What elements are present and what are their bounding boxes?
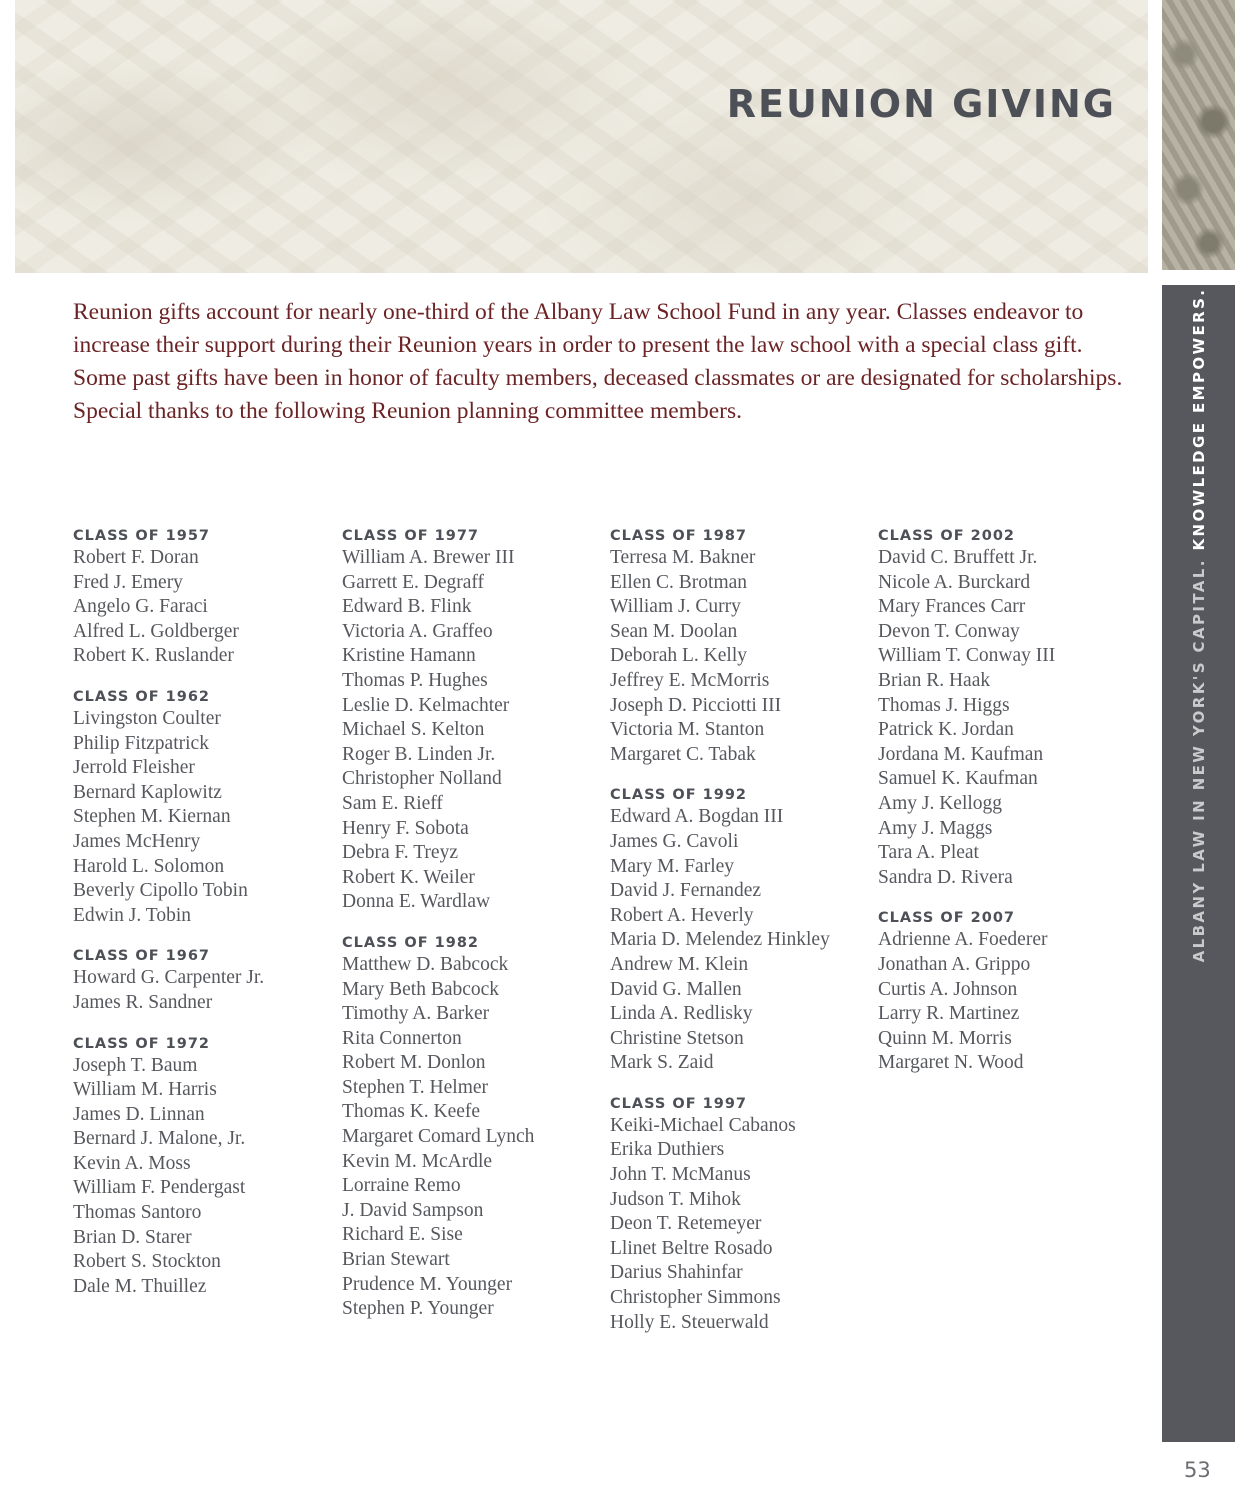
- member-name: Robert S. Stockton: [73, 1251, 221, 1273]
- member-name: Lorraine Remo: [342, 1175, 461, 1197]
- ornament-image: [1162, 0, 1235, 270]
- member-name: Roger B. Linden Jr.: [342, 743, 496, 765]
- member-name: Amy J. Maggs: [878, 817, 993, 839]
- member-name: Holly E. Steuerwald: [610, 1311, 769, 1333]
- member-name: Judson T. Mihok: [610, 1188, 741, 1210]
- page-title: REUNION GIVING: [726, 82, 1116, 126]
- member-name: J. David Sampson: [342, 1199, 484, 1221]
- member-name: Mark S. Zaid: [610, 1052, 714, 1074]
- class-section: [610, 526, 872, 767]
- class-heading: CLASS OF 1967: [73, 948, 211, 965]
- member-name: Robert A. Heverly: [610, 904, 754, 926]
- member-name: Margaret C. Tabak: [610, 743, 756, 765]
- side-bar: [1162, 285, 1235, 1442]
- member-name: Stephen M. Kiernan: [73, 806, 231, 828]
- name-column: [878, 526, 1140, 1094]
- member-name: Henry F. Sobota: [342, 817, 469, 839]
- member-name: David C. Bruffett Jr.: [878, 547, 1038, 568]
- member-name: Maria D. Melendez Hinkley: [610, 929, 830, 951]
- member-name: Alfred L. Goldberger: [73, 620, 239, 642]
- member-name: Margaret Comard Lynch: [342, 1126, 535, 1148]
- member-name: James McHenry: [73, 830, 201, 852]
- member-name: William F. Pendergast: [73, 1177, 246, 1199]
- member-name: Howard G. Carpenter Jr.: [73, 967, 265, 989]
- member-name: Edward B. Flink: [342, 596, 472, 618]
- member-name: Matthew D. Babcock: [342, 953, 509, 975]
- member-name: Michael S. Kelton: [342, 719, 485, 741]
- class-section: [73, 946, 335, 1015]
- intro-paragraph: Reunion gifts account for nearly one-third of the Albany Law School Fund in any year. Classes endeavor to increase their support during their Reunion years in order to present the law school with a special class gift. Some past gifts have been in honor of faculty members, deceased classmates or are designated for scholarships. Special thanks to the following Reunion planning committee members.: [73, 299, 1123, 424]
- name-column: [610, 526, 872, 1353]
- member-name: David G. Mallen: [610, 978, 742, 1000]
- member-name: James R. Sandner: [73, 991, 213, 1013]
- class-heading: CLASS OF 1997: [610, 1095, 748, 1112]
- member-name: Bernard J. Malone, Jr.: [73, 1128, 246, 1150]
- class-section: [342, 526, 604, 915]
- member-name: Jeffrey E. McMorris: [610, 669, 770, 691]
- member-name: Keiki-Michael Cabanos: [610, 1114, 796, 1136]
- member-name: Nicole A. Burckard: [878, 571, 1031, 593]
- member-name: Edward A. Bogdan III: [610, 806, 784, 828]
- member-name: Debra F. Treyz: [342, 842, 458, 864]
- member-name: Amy J. Kellogg: [878, 792, 1003, 814]
- member-name: Margaret N. Wood: [878, 1052, 1024, 1074]
- member-name: Christopher Simmons: [610, 1287, 781, 1309]
- class-heading: CLASS OF 2002: [878, 528, 1016, 544]
- member-name: Linda A. Redlisky: [610, 1003, 753, 1025]
- class-heading: CLASS OF 1957: [73, 528, 211, 544]
- member-name: Robert K. Weiler: [342, 866, 475, 888]
- member-name: Sam E. Rieff: [342, 792, 443, 814]
- member-name: Richard E. Sise: [342, 1224, 463, 1246]
- member-name: William A. Brewer III: [342, 547, 515, 568]
- member-name: Rita Connerton: [342, 1027, 462, 1049]
- member-name: John T. McManus: [610, 1164, 751, 1186]
- member-name: Curtis A. Johnson: [878, 978, 1018, 1000]
- member-name: Dale M. Thuillez: [73, 1275, 207, 1297]
- member-name: Mary Frances Carr: [878, 596, 1026, 618]
- class-section: [878, 908, 1140, 1076]
- member-name: Harold L. Solomon: [73, 855, 225, 877]
- member-name: Terresa M. Bakner: [610, 547, 756, 568]
- member-name: Andrew M. Klein: [610, 953, 749, 975]
- member-name: Robert M. Donlon: [342, 1052, 486, 1074]
- member-name: Edwin J. Tobin: [73, 904, 191, 926]
- class-heading: CLASS OF 1982: [342, 934, 480, 951]
- member-name: Victoria M. Stanton: [610, 719, 765, 741]
- member-name: Deon T. Retemeyer: [610, 1213, 762, 1235]
- member-name: Joseph D. Picciotti III: [610, 694, 782, 716]
- member-name: Christine Stetson: [610, 1027, 744, 1049]
- member-name: Tara A. Pleat: [878, 842, 979, 864]
- class-section: [73, 526, 335, 669]
- member-name: Mary M. Farley: [610, 855, 735, 877]
- class-section: [610, 785, 872, 1076]
- page-number: 53: [1184, 1458, 1211, 1482]
- member-name: Jordana M. Kaufman: [878, 743, 1044, 765]
- member-name: William M. Harris: [73, 1079, 217, 1101]
- member-name: Beverly Cipollo Tobin: [73, 880, 248, 902]
- member-name: Robert F. Doran: [73, 547, 199, 568]
- member-name: Samuel K. Kaufman: [878, 768, 1038, 790]
- member-name: Fred J. Emery: [73, 571, 183, 593]
- member-name: Leslie D. Kelmachter: [342, 694, 510, 716]
- member-name: Adrienne A. Foederer: [878, 929, 1048, 951]
- member-name: Ellen C. Brotman: [610, 571, 748, 593]
- class-heading: CLASS OF 1992: [610, 787, 748, 804]
- member-name: Llinet Beltre Rosado: [610, 1237, 773, 1259]
- class-section: [73, 687, 335, 928]
- member-name: Quinn M. Morris: [878, 1027, 1012, 1049]
- name-column: [73, 526, 335, 1317]
- member-name: David J. Fernandez: [610, 880, 762, 902]
- member-name: Bernard Kaplowitz: [73, 781, 222, 803]
- member-name: Prudence M. Younger: [342, 1273, 513, 1295]
- member-name: Deborah L. Kelly: [610, 645, 747, 667]
- member-name: Kevin M. McArdle: [342, 1150, 493, 1172]
- member-name: Christopher Nolland: [342, 768, 502, 790]
- class-heading: CLASS OF 1972: [73, 1035, 211, 1052]
- class-section: [73, 1034, 335, 1300]
- member-name: Sean M. Doolan: [610, 620, 738, 642]
- member-name: Mary Beth Babcock: [342, 978, 500, 1000]
- member-name: Donna E. Wardlaw: [342, 891, 491, 913]
- member-name: Devon T. Conway: [878, 620, 1020, 642]
- member-name: Timothy A. Barker: [342, 1003, 490, 1025]
- member-name: Philip Fitzpatrick: [73, 732, 209, 754]
- member-name: Joseph T. Baum: [73, 1054, 198, 1076]
- member-name: Stephen T. Helmer: [342, 1076, 489, 1098]
- member-name: Livingston Coulter: [73, 707, 221, 729]
- member-name: Brian Stewart: [342, 1249, 450, 1271]
- side-tagline: [1190, 288, 1208, 963]
- member-name: Garrett E. Degraff: [342, 571, 485, 593]
- member-name: Brian R. Haak: [878, 669, 991, 691]
- member-name: Kristine Hamann: [342, 645, 476, 667]
- member-name: Patrick K. Jordan: [878, 719, 1014, 741]
- member-name: Darius Shahinfar: [610, 1262, 743, 1284]
- member-name: James D. Linnan: [73, 1103, 205, 1125]
- side-tagline-light: ALBANY LAW IN NEW YORK'S CAPITAL.: [1189, 558, 1208, 963]
- member-name: Sandra D. Rivera: [878, 866, 1013, 888]
- member-name: Brian D. Starer: [73, 1226, 192, 1248]
- class-section: [610, 1094, 872, 1335]
- side-tagline-strong: KNOWLEDGE EMPOWERS.: [1189, 287, 1208, 551]
- member-name: Thomas K. Keefe: [342, 1101, 481, 1123]
- class-heading: CLASS OF 2007: [878, 910, 1016, 927]
- class-heading: CLASS OF 1987: [610, 528, 748, 544]
- member-name: Thomas J. Higgs: [878, 694, 1010, 716]
- member-name: Victoria A. Graffeo: [342, 620, 493, 642]
- member-name: William J. Curry: [610, 596, 741, 618]
- class-heading: CLASS OF 1977: [342, 528, 480, 544]
- member-name: Angelo G. Faraci: [73, 596, 208, 618]
- member-name: Thomas Santoro: [73, 1202, 202, 1224]
- member-name: William T. Conway III: [878, 645, 1056, 667]
- member-name: Larry R. Martinez: [878, 1003, 1020, 1025]
- class-section: [878, 526, 1140, 890]
- member-name: James G. Cavoli: [610, 830, 739, 852]
- name-column: [342, 526, 604, 1340]
- member-name: Jonathan A. Grippo: [878, 953, 1031, 975]
- class-heading: CLASS OF 1962: [73, 688, 211, 705]
- member-name: Jerrold Fleisher: [73, 757, 195, 779]
- member-name: Thomas P. Hughes: [342, 669, 488, 691]
- member-name: Kevin A. Moss: [73, 1152, 191, 1174]
- member-name: Stephen P. Younger: [342, 1298, 494, 1320]
- member-name: Robert K. Ruslander: [73, 645, 234, 667]
- header-banner: [15, 0, 1148, 273]
- class-section: [342, 933, 604, 1322]
- member-name: Erika Duthiers: [610, 1139, 725, 1161]
